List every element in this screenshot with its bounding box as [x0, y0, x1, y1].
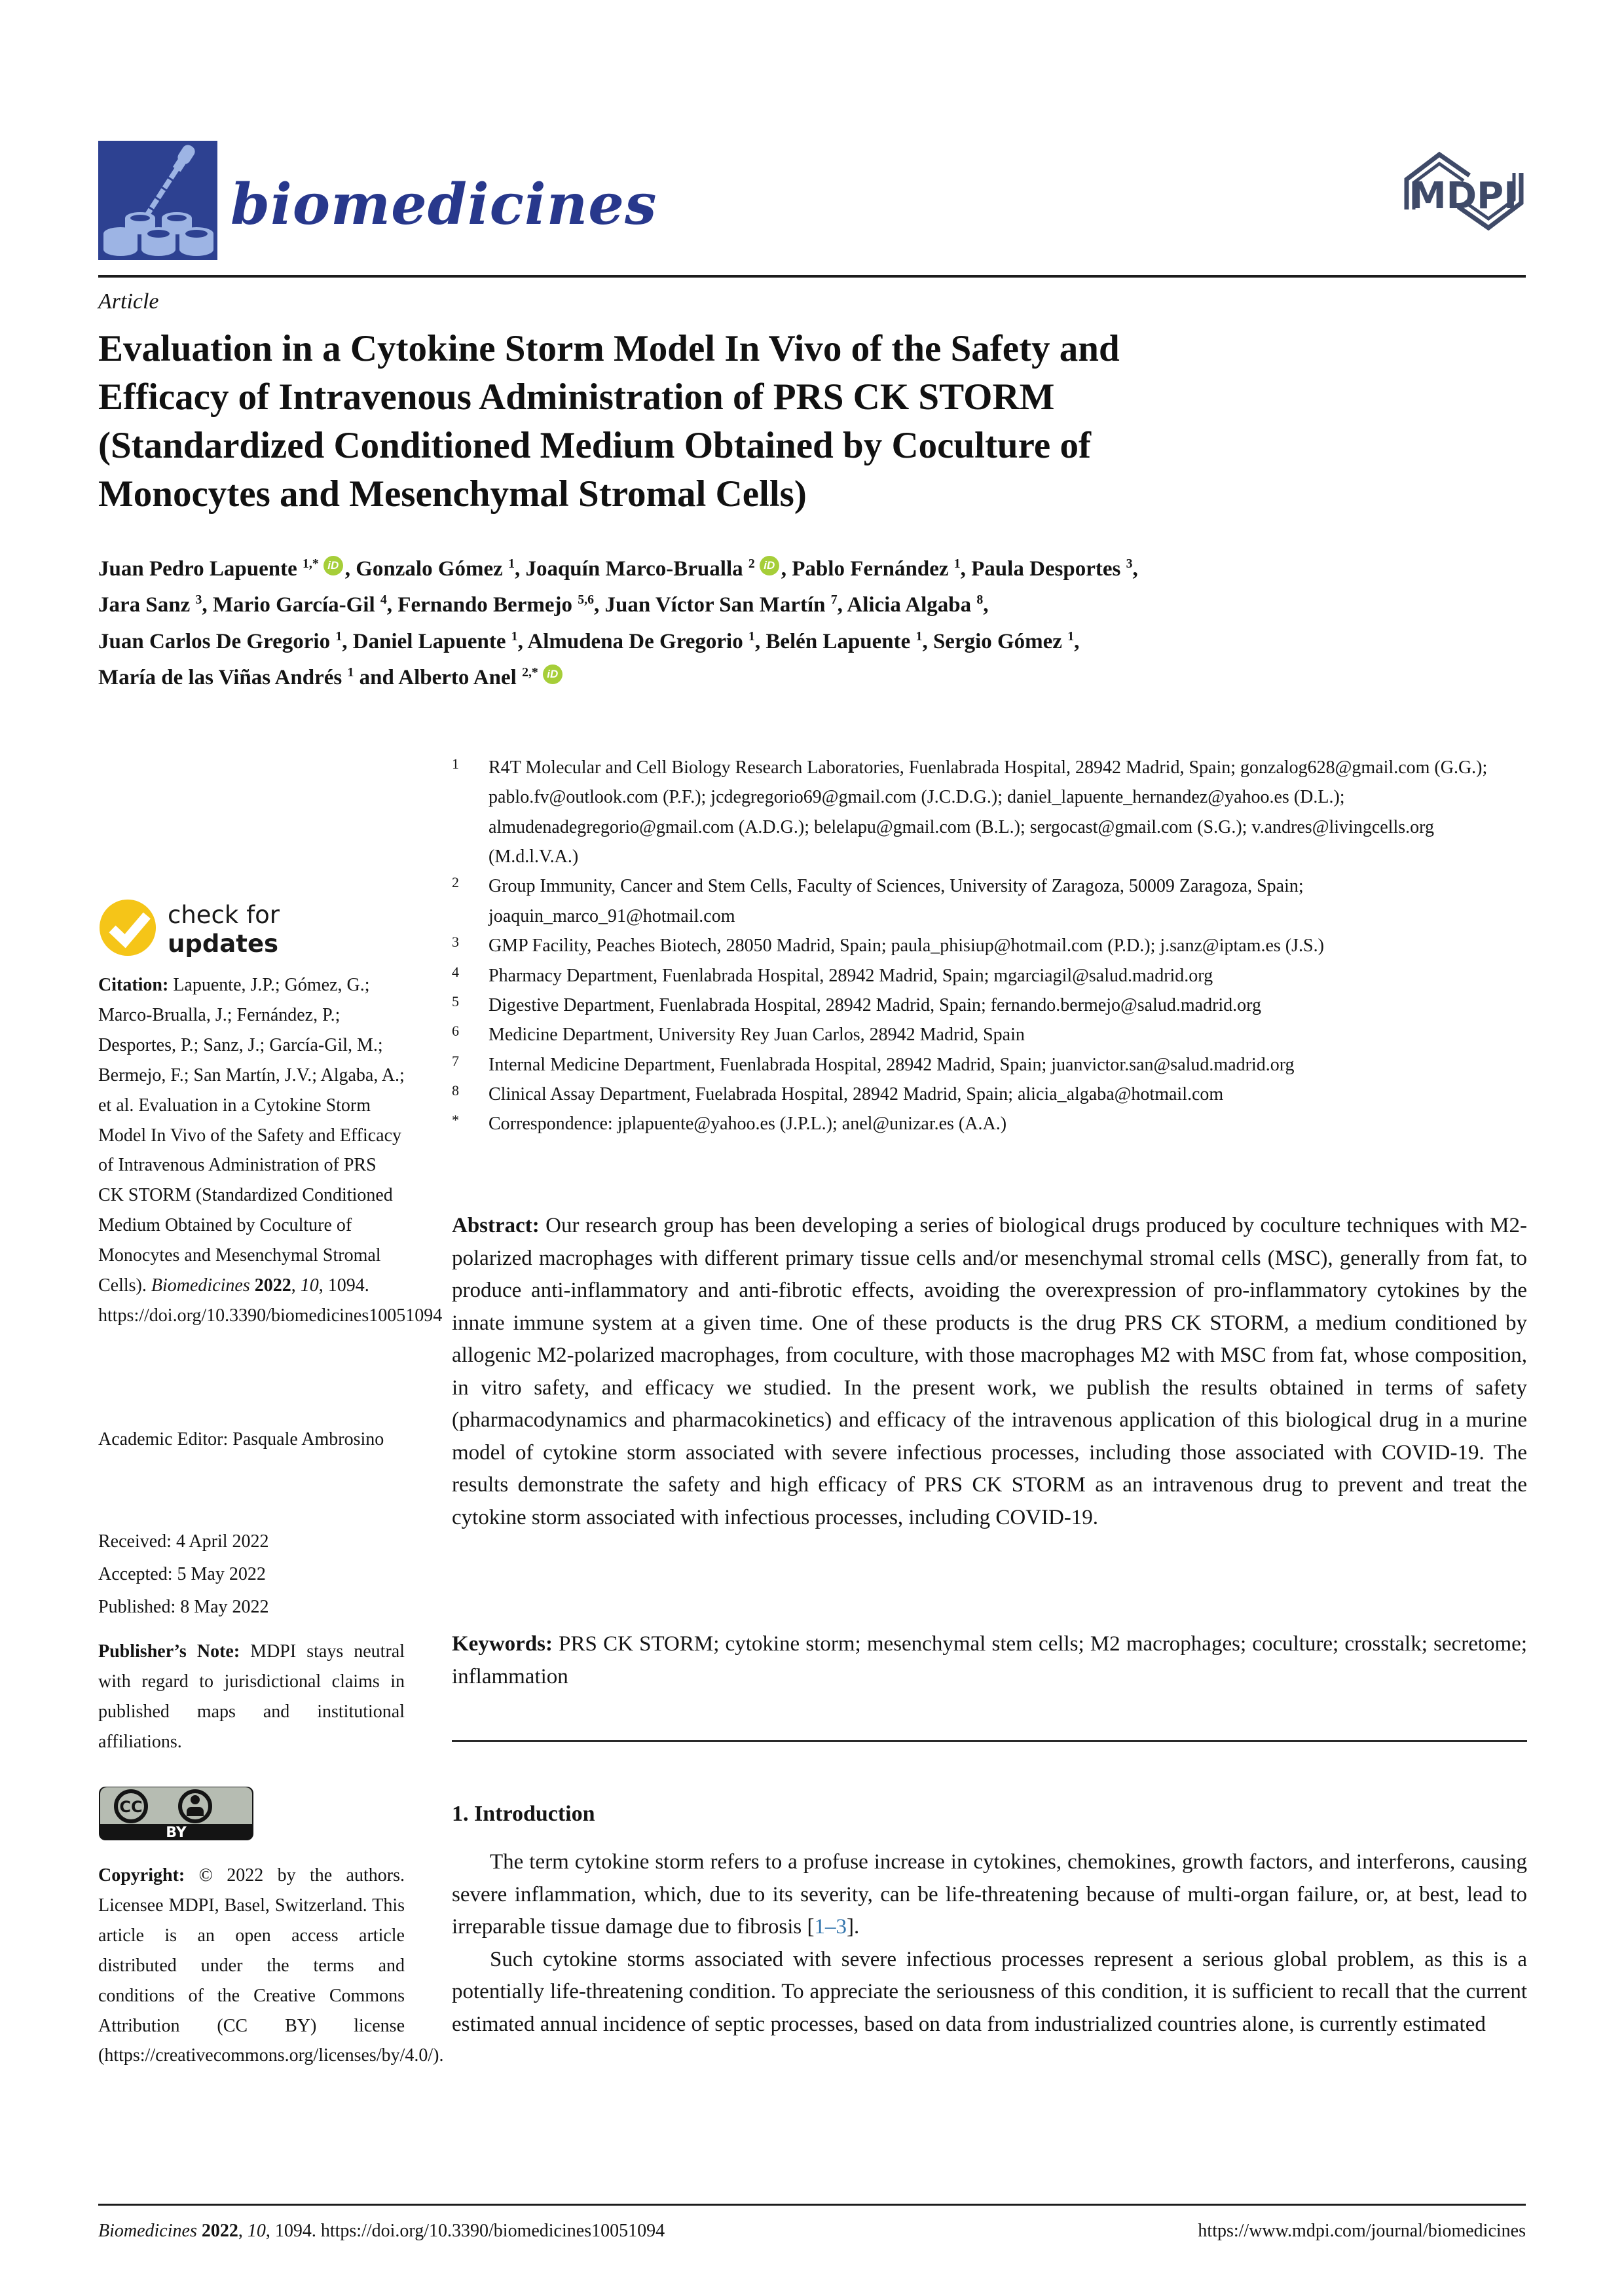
- affiliation-item: 6 Medicine Department, University Rey Juan Carlos, 28942 Madrid, Spain: [452, 1023, 1025, 1046]
- received-date: Received: 4 April 2022: [98, 1531, 269, 1552]
- author: Fernando Bermejo $^{5,6}$,: [397, 592, 605, 617]
- copyright-notice: Copyright: © 2022 by the authors. Licensee MDPI, Basel, Switzerland. This article is an open access article distributed under the terms and conditions of the Creative Commons Attribution (CC BY) license (https://creativecommons.org/licenses/by/4.0/).: [98, 1865, 444, 2066]
- author: Jara Sanz $^3$,: [98, 592, 213, 617]
- affiliation-item: 8 Clinical Assay Department, Fuelabrada Hospital, 28942 Madrid, Spain; alicia_algaba@hotmail.com: [452, 1082, 1224, 1104]
- author: Gonzalo Gómez $^1$,: [356, 556, 526, 581]
- affiliation-item: 3 GMP Facility, Peaches Biotech, 28050 Madrid, Spain; paula_phisiup@hotmail.com (P.D.); j.sanz@iptam.es (J.S.): [452, 934, 1324, 957]
- check-icon: [98, 898, 157, 960]
- author: Paula Desportes $^3$,: [971, 556, 1138, 581]
- section-heading: 1. Introduction: [452, 1802, 595, 1826]
- author: Belén Lapuente $^1$,: [766, 629, 933, 653]
- citation-reference-link[interactable]: 1–3: [814, 1915, 847, 1939]
- check-updates-label: check for updates: [168, 900, 280, 958]
- affiliation-item: 1 R4T Molecular and Cell Biology Research Laboratories, Fuenlabrada Hospital, 28942 Madrid, Spain; gonzalog628@gmail.com (G.G.); pablo.fv@outlook.com (P.F.); jcdegregorio69@gmail.com (J.C.D.G.); daniel_lapuente_hernandez@yahoo.es (D.L.); almudenadegregorio@gmail.com (A.D.G.); belelapu@gmail.com (B.L.); sergocast@gmail.com (S.G.); v.andres@livingcells.org (M.d.l.V.A.): [452, 756, 1488, 867]
- author: María de las Viñas Andrés $^1$ and: [98, 665, 399, 690]
- author: Almudena De Gregorio $^1$,: [527, 629, 766, 653]
- author: Juan Víctor San Martín $^7$,: [604, 592, 847, 617]
- history-dates: [98, 1525, 405, 1623]
- by-label: BY: [166, 1825, 187, 1841]
- abstract: Abstract: Our research group has been developing a series of biological drugs produced by coculture techniques with M2-polarized macrophages with different primary tissue cells and/or mesenchymal stromal cells (MSC), generally from fat, to produce anti-inflammatory and anti-fibrotic effects, avoiding the overexpression of pro-inflammatory cytokines by the innate immune system at a given time. One of these products is the drug PRS CK STORM, a medium conditioned by allogenic M2-polarized macrophages, from coculture, with those macrophages M2 with MSC from fat, whose composition, in vitro safety, and efficacy we studied. In the present work, we publish the results obtained in terms of safety (pharmacodynamics and pharmacokinetics) and efficacy of the intravenous application of this biological drug in a murine model of cytokine storm associated with severe infectious processes, including those associated with COVID-19. The results demonstrate the safety and high efficacy of PRS CK STORM as an intravenous drug to prevent and treat the cytokine storm associated with infectious processes, including COVID-19.: [452, 1214, 1528, 1529]
- author: Sergio Gómez $^1$,: [932, 629, 1080, 653]
- footer-journal-ref[interactable]: Biomedicines 2022, 10, 1094. https://doi.org/10.3390/biomedicines10051094: [98, 2221, 665, 2241]
- author: Juan Carlos De Gregorio $^1$,: [98, 629, 353, 653]
- accepted-date: Accepted: 5 May 2022: [98, 1563, 266, 1584]
- orcid-icon[interactable]: iD: [760, 556, 779, 575]
- svg-text:CC: CC: [119, 1798, 143, 1816]
- author: Mario García-Gil $^4$,: [212, 592, 398, 617]
- affiliation-list: [452, 753, 1528, 1139]
- keywords: Keywords: PRS CK STORM; cytokine storm; mesenchymal stem cells; M2 macrophages; coculture; crosstalk; secretome; inflammation: [452, 1632, 1527, 1688]
- affiliation-item: 7 Internal Medicine Department, Fuenlabrada Hospital, 28942 Madrid, Spain; juanvictor.san@salud.madrid.org: [452, 1052, 1295, 1075]
- affiliation-item: 4 Pharmacy Department, Fuenlabrada Hospital, 28942 Madrid, Spain; mgarciagil@salud.madrid.org: [452, 963, 1213, 986]
- header-divider: [98, 275, 1526, 278]
- orcid-icon[interactable]: iD: [323, 556, 343, 575]
- affiliation-item: 2 Group Immunity, Cancer and Stem Cells, Faculty of Sciences, University of Zaragoza, 50009 Zaragoza, Spain; joaquin_marco_91@hotmail.com: [452, 874, 1304, 926]
- author: Pablo Fernández $^1$,: [792, 556, 972, 581]
- mdpi-logo: [1400, 148, 1528, 238]
- paragraph: The term cytokine storm refers to a profuse increase in cytokines, chemokines, growth factors, and interferons, causing severe inflammation, which, due to its severity, can be life-threatening because of multi-organ failure, or, at best, lead to irreparable tissue damage due to fibrosis [1–3].: [452, 1850, 1527, 1939]
- author: Daniel Lapuente $^1$,: [352, 629, 528, 653]
- paragraph: Such cytokine storms associated with severe infectious processes represent a serious global problem, as this is a potentially life-threatening condition. To appreciate the seriousness of this condition, it is sufficient to recall that the current estimated annual incidence of septic processes, based on data from industrialized countries alone, is currently estimated: [452, 1947, 1527, 2036]
- author: Alberto Anel $^{2,*}$ iD: [398, 666, 564, 689]
- author: Juan Pedro Lapuente $^{1,*}$ iD ,: [98, 556, 356, 581]
- affiliation-item: * Correspondence: jplapuente@yahoo.es (J.P.L.); anel@unizar.es (A.A.): [452, 1112, 1007, 1135]
- cc-license-badge[interactable]: [98, 1786, 254, 1844]
- publishers-note: Publisher’s Note: MDPI stays neutral with regard to jurisdictional claims in published maps and institutional affiliations.: [98, 1641, 405, 1752]
- footer-divider: [98, 2204, 1526, 2206]
- author: Joaquín Marco-Brualla $^2$ iD ,: [525, 556, 792, 581]
- published-date: Published: 8 May 2022: [98, 1596, 269, 1617]
- orcid-icon[interactable]: iD: [543, 665, 563, 684]
- article-title: Evaluation in a Cytokine Storm Model In Vivo of the Safety and Efficacy of Intravenous Administration of PRS CK STORM (Standardized Conditioned Medium Obtained by Coculture of Monocytes and Mesenchymal Stromal Cells): [98, 328, 1120, 515]
- check-updates-badge[interactable]: [98, 898, 406, 960]
- article-type-label: Article: [98, 289, 159, 314]
- academic-editor: Academic Editor: Pasquale Ambrosino: [98, 1429, 384, 1449]
- section-divider: [452, 1740, 1527, 1742]
- citation-block: Citation: Lapuente, J.P.; Gómez, G.; Marco-Brualla, J.; Fernández, P.; Desportes, P.; Sanz, J.; García-Gil, M.; Bermejo, F.; San Martín, J.V.; Algaba, A.; et al. Evaluation in a Cytokine Storm Model In Vivo of the Safety and Efficacy of Intravenous Administration of PRS CK STORM (Standardized Conditioned Medium Obtained by Coculture of Monocytes and Mesenchymal Stromal Cells). Biomedicines 2022, 10, 1094. https://doi.org/10.3390/biomedicines10051094: [98, 975, 443, 1326]
- affiliation-item: 5 Digestive Department, Fuenlabrada Hospital, 28942 Madrid, Spain; fernando.bermejo@salud.madrid.org: [452, 993, 1261, 1015]
- journal-wordmark: biomedicines: [231, 172, 657, 238]
- author-list: [98, 551, 1545, 697]
- author: Alicia Algaba $^8$,: [847, 592, 989, 617]
- introduction-section: [452, 1846, 1527, 2041]
- mdpi-wordmark: MDPI: [1409, 175, 1518, 217]
- footer-journal-url[interactable]: https://www.mdpi.com/journal/biomedicines: [1198, 2221, 1526, 2241]
- journal-logo-icon: [98, 141, 217, 263]
